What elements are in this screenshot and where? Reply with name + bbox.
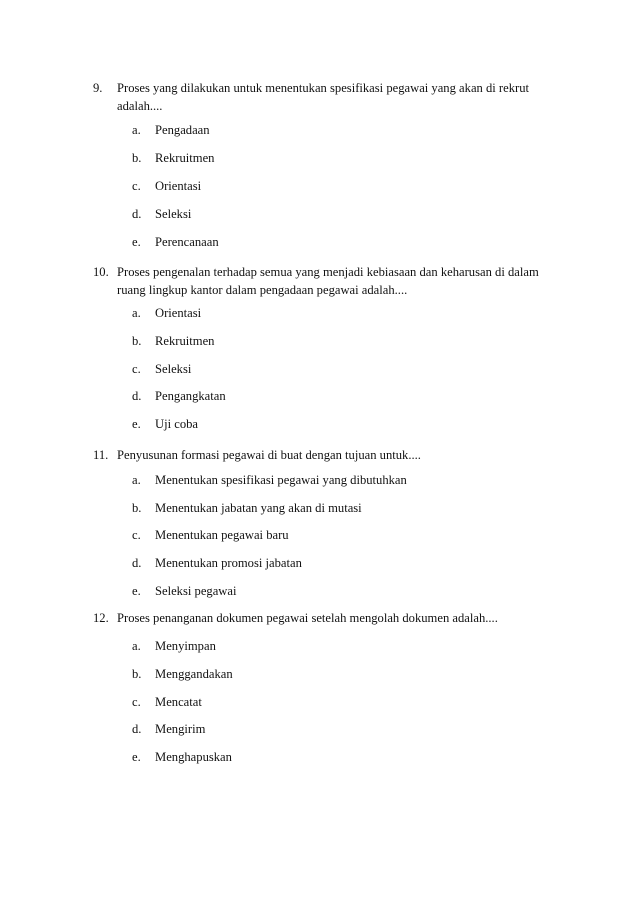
option-c bbox=[132, 527, 289, 543]
option-b bbox=[132, 666, 233, 682]
question-11 bbox=[93, 446, 553, 464]
option-c bbox=[132, 361, 191, 377]
option-a bbox=[132, 305, 201, 321]
option-letter: d. bbox=[132, 556, 142, 570]
option-text: Mencatat bbox=[155, 695, 202, 709]
question-stem bbox=[93, 79, 553, 115]
question-number: 12. bbox=[93, 611, 109, 625]
question-10 bbox=[93, 263, 553, 299]
option-text: Rekruitmen bbox=[155, 151, 215, 165]
option-a bbox=[132, 472, 407, 488]
question-text-line-2: ruang lingkup kantor dalam pengadaan pegawai adalah.... bbox=[117, 283, 408, 297]
option-text: Perencanaan bbox=[155, 235, 219, 249]
option-text: Seleksi pegawai bbox=[155, 584, 237, 598]
option-d bbox=[132, 206, 191, 222]
option-text: Pengadaan bbox=[155, 123, 210, 137]
option-text: Orientasi bbox=[155, 179, 202, 193]
question-number: 10. bbox=[93, 265, 109, 279]
option-e bbox=[132, 583, 236, 599]
option-text: Menentukan spesifikasi pegawai yang dibutuhkan bbox=[155, 473, 407, 487]
option-letter: e. bbox=[132, 750, 141, 764]
option-text: Menggandakan bbox=[155, 667, 233, 681]
question-text-line-1: Proses pengenalan terhadap semua yang menjadi kebiasaan dan keharusan di dalam bbox=[117, 265, 539, 279]
option-text: Pengangkatan bbox=[155, 389, 226, 403]
option-letter: b. bbox=[132, 667, 142, 681]
question-stem bbox=[93, 609, 553, 627]
option-letter: c. bbox=[132, 179, 141, 193]
option-e bbox=[132, 749, 232, 765]
option-letter: c. bbox=[132, 695, 141, 709]
option-text: Seleksi bbox=[155, 362, 192, 376]
option-letter: c. bbox=[132, 528, 141, 542]
question-text-line-1: Proses penanganan dokumen pegawai setelah mengolah dokumen adalah.... bbox=[117, 611, 498, 625]
question-number: 11. bbox=[93, 448, 109, 462]
question-9 bbox=[93, 79, 553, 115]
option-letter: b. bbox=[132, 501, 142, 515]
option-c bbox=[132, 178, 201, 194]
option-d bbox=[132, 721, 205, 737]
option-b bbox=[132, 150, 214, 166]
option-e bbox=[132, 416, 198, 432]
question-number: 9. bbox=[93, 81, 103, 95]
option-letter: a. bbox=[132, 306, 141, 320]
option-text: Menentukan jabatan yang akan di mutasi bbox=[155, 501, 362, 515]
option-b bbox=[132, 500, 362, 516]
option-text: Uji coba bbox=[155, 417, 199, 431]
option-text: Rekruitmen bbox=[155, 334, 215, 348]
option-text: Menghapuskan bbox=[155, 750, 232, 764]
option-b bbox=[132, 333, 214, 349]
option-text: Seleksi bbox=[155, 207, 192, 221]
option-letter: a. bbox=[132, 639, 141, 653]
option-d bbox=[132, 555, 302, 571]
option-a bbox=[132, 638, 216, 654]
option-text: Menyimpan bbox=[155, 639, 216, 653]
option-letter: e. bbox=[132, 235, 141, 249]
option-letter: e. bbox=[132, 584, 141, 598]
question-text-line-1: Penyusunan formasi pegawai di buat dengan tujuan untuk.... bbox=[117, 448, 421, 462]
option-letter: d. bbox=[132, 389, 142, 403]
option-d bbox=[132, 388, 226, 404]
option-letter: a. bbox=[132, 123, 141, 137]
option-c bbox=[132, 694, 202, 710]
question-12 bbox=[93, 609, 553, 627]
option-text: Mengirim bbox=[155, 722, 206, 736]
question-text-line-1: Proses yang dilakukan untuk menentukan spesifikasi pegawai yang akan di rekrut bbox=[117, 81, 529, 95]
option-letter: d. bbox=[132, 722, 142, 736]
option-text: Orientasi bbox=[155, 306, 202, 320]
option-letter: d. bbox=[132, 207, 142, 221]
question-stem bbox=[93, 263, 553, 299]
option-a bbox=[132, 122, 210, 138]
question-stem bbox=[93, 446, 553, 464]
option-letter: b. bbox=[132, 334, 142, 348]
option-letter: b. bbox=[132, 151, 142, 165]
option-letter: c. bbox=[132, 362, 141, 376]
option-e bbox=[132, 234, 219, 250]
option-letter: e. bbox=[132, 417, 141, 431]
option-text: Menentukan pegawai baru bbox=[155, 528, 289, 542]
option-letter: a. bbox=[132, 473, 141, 487]
option-text: Menentukan promosi jabatan bbox=[155, 556, 302, 570]
question-text-line-2: adalah.... bbox=[117, 99, 163, 113]
